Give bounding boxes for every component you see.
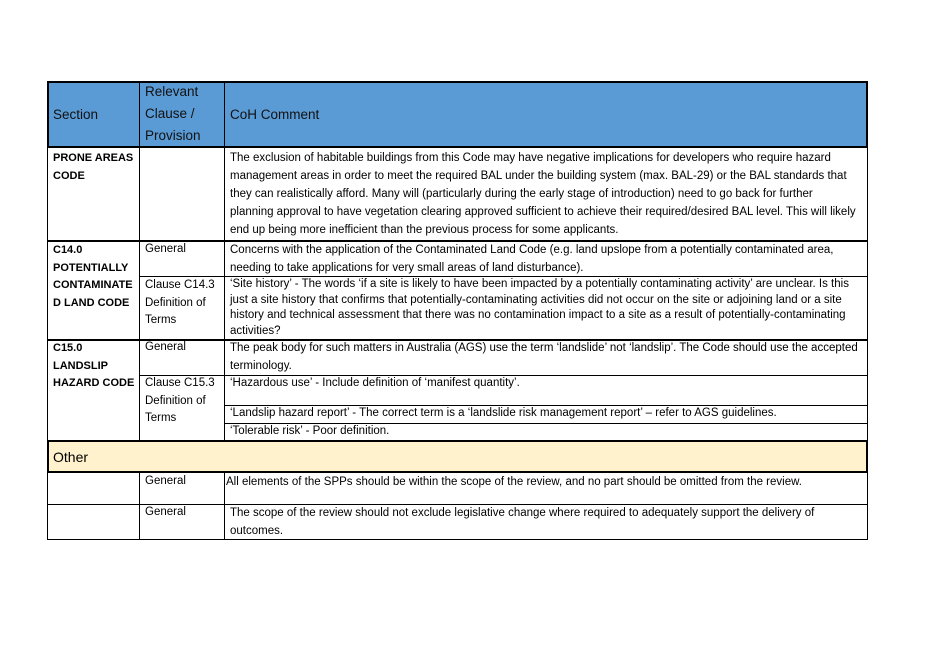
header-comment: CoH Comment: [230, 107, 320, 122]
comment-c14-3: ‘Site history’ - The words ‘if a site is likely to have been impacted by a potentially contaminating activity’ are unclear. Is this just a site history that confirms that potentially-contaminating activities did not occur on the site or adjoining land or a site history and technical assessment that there was no contamination impact to a site as a result of potentially-contaminating activities?: [230, 278, 849, 337]
clause-other-1: General: [145, 475, 186, 487]
clause-c15-general: General: [145, 341, 186, 353]
comment-other-2: The scope of the review should not exclude legislative change where required to adequately support the delivery of outcomes.: [230, 507, 815, 537]
col-divider: [224, 148, 225, 440]
table-border-right: [867, 148, 868, 540]
comment-tolerable-risk: ‘Tolerable risk’ - Poor definition.: [230, 425, 390, 437]
comment-c14-general: Concerns with the application of the Contaminated Land Code (e.g. land upslope from a potentially contaminated area, needing to take applications for very small areas of land disturbance).: [230, 244, 834, 274]
clause-c14-general: General: [145, 243, 186, 255]
table-border-left: [47, 148, 48, 540]
comment-hazardous-use: ‘Hazardous use’ - Include definition of ‘manifest quantity’.: [230, 377, 520, 389]
comment-prone-areas: The exclusion of habitable buildings from this Code may have negative implications for developers who require hazard management areas in order to meet the required BAL under the building system (max. BAL-29) or the BAL standards that they can realistically afford. Many will (particularly during the early stage of introduction) need to go back for further planning approval to have vegetation clearing approved sufficient to achieve their required/desired BAL level. This will likely end up being more inefficient than the previous process for some applicants.: [230, 152, 856, 236]
clause-c15-3: Clause C15.3 Definition of Terms: [145, 377, 215, 424]
col-divider: [139, 473, 140, 540]
header-section: Section: [53, 107, 99, 122]
header-clause: Relevant Clause / Provision: [145, 84, 201, 143]
comment-other-1: All elements of the SPPs should be within the scope of the review, and no part should be omitted from the review.: [226, 476, 802, 488]
comment-landslip-report: ‘Landslip hazard report’ - The correct term is a ‘landslide risk management report’ – refer to AGS guidelines.: [230, 407, 777, 419]
other-section-label: Other: [53, 449, 89, 465]
col-divider: [224, 473, 225, 540]
col-divider: [224, 81, 225, 148]
section-prone-areas: PRONE AREAS CODE: [53, 152, 134, 182]
clause-other-2: General: [145, 506, 186, 518]
section-c14: C14.0 POTENTIALLY CONTAMINATE D LAND CODE: [53, 244, 133, 309]
section-c15: C15.0 LANDSLIP HAZARD CODE: [53, 342, 135, 389]
other-section-row: [47, 440, 868, 473]
clause-c14-3: Clause C14.3 Definition of Terms: [145, 279, 215, 326]
col-divider: [139, 81, 140, 148]
col-divider: [139, 148, 140, 440]
comment-c15-general: The peak body for such matters in Australia (AGS) use the term ‘landslide’ not ‘landslip’. The Code should use the accepted terminology.: [230, 342, 858, 372]
